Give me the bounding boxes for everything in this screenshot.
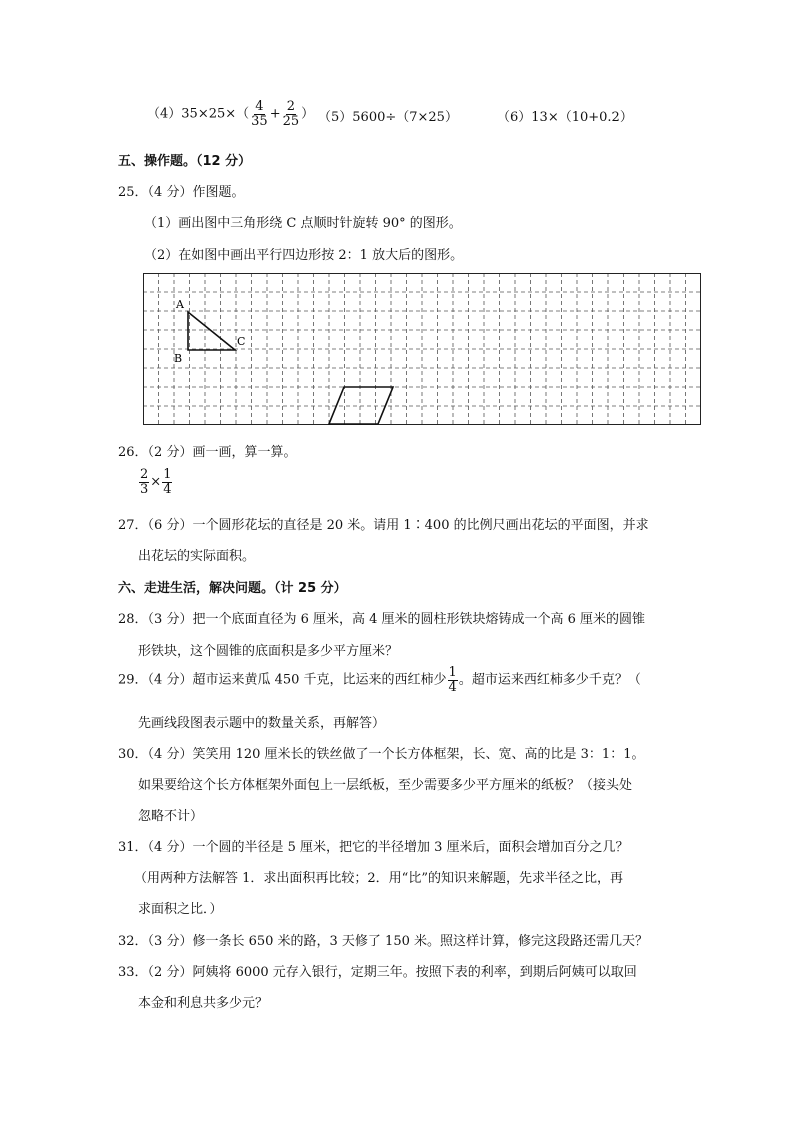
grid-svg	[143, 273, 701, 425]
section-title: 六、走进生活，解决问题。（计 25 分）	[118, 581, 347, 596]
fraction: $\frac{1}{4}$	[448, 665, 457, 695]
fraction: $\frac{4}{35}$	[251, 99, 268, 129]
question-31-line1: 31．（4 分）一个圆的半径是 5 厘米，把它的半径增加 3 厘米后，面积会增加百分之几？	[118, 840, 629, 855]
section-title: 五、操作题。（12 分）	[118, 154, 252, 169]
label-a: A	[176, 298, 184, 311]
question-25-sub1: （1）画出图中三角形绕 C 点顺时针旋转 90° 的图形。	[144, 216, 462, 231]
question-28-line1: 28．（3 分）把一个底面直径为 6 厘米，高 4 厘米的圆柱形铁块熔铸成一个高 6 厘米的圆锥	[118, 612, 646, 627]
question-25-stem: 25．（4 分）作图题。	[118, 185, 245, 200]
fraction: $\frac{2}{3}$	[140, 467, 149, 497]
question-33-line2: 本金和利息共多少元？	[138, 996, 269, 1011]
question-27-line1: 27．（6 分）一个圆形花坛的直径是 20 米。请用 1∶400 的比例尺画出花坛的平面图，并求	[118, 518, 649, 533]
label-b: B	[174, 352, 183, 365]
question-30-line2: 如果要给这个长方体框架外面包上一层纸板，至少需要多少平方厘米的纸板？（接头处	[138, 778, 633, 793]
grid-lines	[143, 273, 701, 425]
fraction: $\frac{1}{4}$	[163, 467, 172, 497]
question-33-line1: 33．（2 分）阿姨将 6000 元存入银行，定期三年。按照下表的利率，到期后阿姨可以取回	[118, 965, 637, 980]
question-31-line2: （用两种方法解答 1．求出面积再比较；2．用“比”的知识来解题，先求半径之比，再	[134, 871, 623, 886]
question-30-line1: 30．（4 分）笑笑用 120 厘米长的铁丝做了一个长方体框架，长、宽、高的比是 3：1：1。	[118, 747, 645, 762]
parallelogram	[329, 387, 393, 424]
grid-figure	[143, 273, 701, 425]
question-28-line2: 形铁块，这个圆锥的底面积是多少平方厘米？	[138, 644, 399, 659]
calc-item-6: （6）13×（10+0.2）	[497, 110, 633, 125]
question-29-line2: 先画线段图表示题中的数量关系，再解答）	[138, 716, 386, 731]
fraction: $\frac{2}{25}$	[282, 99, 300, 129]
calc-item-4: （4）35×25×（ $\frac{4}{35}$ + $\frac{2}{25}$ ）	[147, 99, 315, 129]
label-c: C	[237, 335, 246, 348]
question-25-sub2: （2）在如图中画出平行四边形按 2：1 放大后的图形。	[144, 248, 464, 263]
question-31-line3: 求面积之比．）	[138, 902, 223, 917]
question-30-line3: 忽略不计）	[138, 809, 204, 824]
triangle-abc	[188, 312, 235, 350]
question-29-line1: 29．（4 分）超市运来黄瓜 450 千克，比运来的西红柿少 $\frac{1}{4}$ 。超市运来西红柿多少千克？（	[118, 665, 641, 695]
question-27-line2: 出花坛的实际面积。	[138, 549, 256, 564]
question-32-line1: 32．（3 分）修一条长 650 米的路，3 天修了 150 米。照这样计算，修完这段路还需几天？	[118, 934, 649, 949]
question-26-expression: $\frac{2}{3}$ × $\frac{1}{4}$	[140, 467, 172, 497]
calc-item-5: （5）5600÷（7×25）	[318, 110, 458, 125]
question-26-stem: 26．（2 分）画一画，算一算。	[118, 445, 297, 460]
